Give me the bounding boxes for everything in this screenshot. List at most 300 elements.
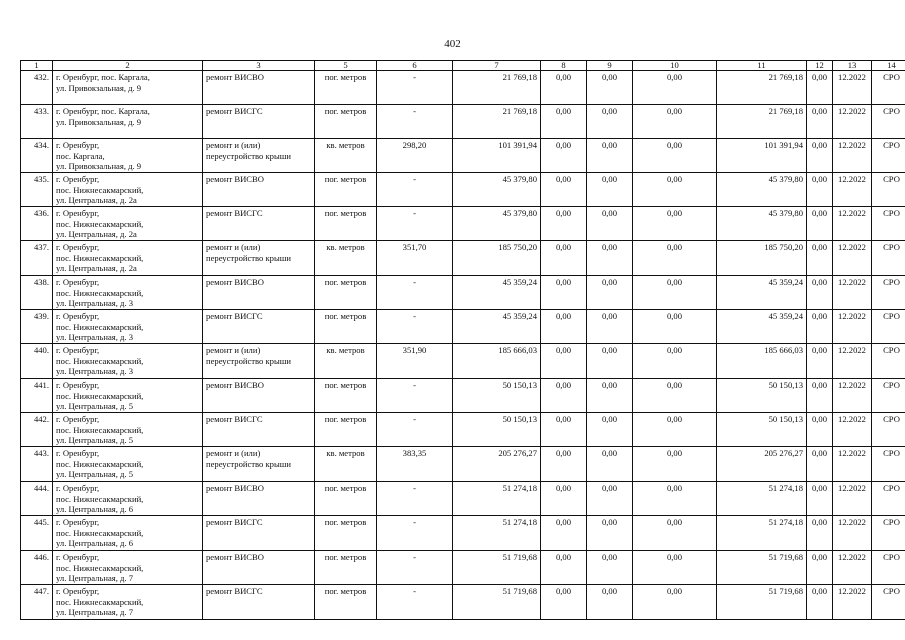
total-cost-cell: 51 719,68 [453,551,541,585]
date-cell: 12.2022 [833,482,872,516]
unit-cell: пог. метров [315,379,377,413]
source-cell: СРО [872,173,905,207]
row-number: 434. [21,139,53,173]
value-cell-11: 101 391,94 [717,139,807,173]
source-cell: СРО [872,585,905,620]
value-cell-9: 0,00 [587,447,633,482]
value-cell-11: 21 769,18 [717,71,807,105]
table-row [21,71,905,105]
unit-cell: пог. метров [315,516,377,551]
value-cell-12: 0,00 [807,447,833,482]
address-cell-line: г. Оренбург, [56,277,100,287]
table-row [21,413,905,447]
address-cell-line: пос. Нижнесакмарский, [56,424,144,435]
value-cell-10: 0,00 [633,207,717,241]
total-cost-cell: 51 719,68 [453,585,541,620]
address-cell [53,447,203,482]
total-cost-cell: 101 391,94 [453,139,541,173]
value-cell-8: 0,00 [541,276,587,310]
source-cell: СРО [872,139,905,173]
row-number: 445. [21,516,53,551]
address-cell [53,241,203,276]
work-type-cell [203,447,315,482]
table-row [21,482,905,516]
table-row [21,276,905,310]
total-cost-cell: 205 276,27 [453,447,541,482]
work-type-cell [203,139,315,173]
column-header: 9 [587,61,633,71]
unit-cell: кв. метров [315,344,377,379]
value-cell-9: 0,00 [587,585,633,620]
address-cell-line: пос. Нижнесакмарский, [56,562,144,573]
value-cell-10: 0,00 [633,585,717,620]
value-cell-12: 0,00 [807,585,833,620]
work-type-cell [203,207,315,241]
address-cell-line: г. Оренбург, [56,517,100,527]
address-cell-line: г. Оренбург, пос. Каргала, [56,106,150,116]
value-cell-10: 0,00 [633,241,717,276]
address-cell-line: пос. Каргала, [56,150,105,161]
value-cell-9: 0,00 [587,482,633,516]
row-number: 436. [21,207,53,241]
value-cell-8: 0,00 [541,105,587,139]
date-cell: 12.2022 [833,413,872,447]
value-cell-12: 0,00 [807,379,833,413]
source-cell: СРО [872,447,905,482]
address-cell [53,379,203,413]
area-cell: 351,70 [377,241,453,276]
value-cell-10: 0,00 [633,139,717,173]
value-cell-11: 205 276,27 [717,447,807,482]
value-cell-9: 0,00 [587,276,633,310]
area-cell: - [377,482,453,516]
area-cell: 298,20 [377,139,453,173]
column-header: 14 [872,61,905,71]
value-cell-9: 0,00 [587,207,633,241]
value-cell-10: 0,00 [633,173,717,207]
address-cell [53,207,203,241]
address-cell-line: г. Оренбург, [56,586,100,596]
work-type-cell [203,413,315,447]
address-cell-line: ул. Центральная, д. 7 [56,607,134,618]
value-cell-11: 51 719,68 [717,551,807,585]
address-cell-line: пос. Нижнесакмарский, [56,287,144,298]
column-header: 11 [717,61,807,71]
value-cell-10: 0,00 [633,379,717,413]
address-cell [53,551,203,585]
area-cell: - [377,413,453,447]
address-cell-line: ул. Привокзальная, д. 9 [56,82,142,93]
work-type-cell [203,482,315,516]
address-cell [53,516,203,551]
value-cell-8: 0,00 [541,379,587,413]
value-cell-12: 0,00 [807,276,833,310]
source-cell: СРО [872,241,905,276]
address-cell-line: ул. Центральная, д. 3 [56,332,134,343]
address-cell-line: ул. Центральная, д. 3 [56,298,134,309]
value-cell-9: 0,00 [587,413,633,447]
table-row [21,516,905,551]
row-number: 447. [21,585,53,620]
value-cell-9: 0,00 [587,105,633,139]
area-cell: - [377,276,453,310]
table-row [21,310,905,344]
value-cell-12: 0,00 [807,413,833,447]
value-cell-9: 0,00 [587,310,633,344]
row-number: 444. [21,482,53,516]
value-cell-11: 50 150,13 [717,413,807,447]
area-cell: - [377,71,453,105]
address-cell-line: пос. Нижнесакмарский, [56,527,144,538]
column-number-row [21,61,905,71]
address-cell [53,344,203,379]
unit-cell: пог. метров [315,482,377,516]
address-cell-line: г. Оренбург, [56,483,100,493]
column-header: 7 [453,61,541,71]
table-row [21,379,905,413]
work-type-cell-line: ремонт и (или) [206,345,261,355]
work-type-cell-line: ремонт ВИСГС [206,414,263,424]
address-cell-line: ул. Привокзальная, д. 9 [56,161,142,172]
address-cell [53,413,203,447]
unit-cell: пог. метров [315,551,377,585]
address-cell-line: г. Оренбург, [56,448,100,458]
work-type-cell-line: переустройство крыши [206,150,291,161]
area-cell: - [377,551,453,585]
total-cost-cell: 45 359,24 [453,310,541,344]
work-type-cell [203,551,315,585]
value-cell-12: 0,00 [807,139,833,173]
work-type-cell-line: ремонт ВИСВО [206,552,264,562]
value-cell-10: 0,00 [633,447,717,482]
table-row [21,241,905,276]
work-type-cell-line: ремонт ВИСГС [206,517,263,527]
address-cell-line: ул. Привокзальная, д. 9 [56,116,142,127]
value-cell-9: 0,00 [587,344,633,379]
work-type-cell [203,105,315,139]
address-cell-line: г. Оренбург, [56,311,100,321]
address-cell-line: г. Оренбург, [56,552,100,562]
unit-cell: пог. метров [315,71,377,105]
page-number: 402 [444,38,461,50]
value-cell-10: 0,00 [633,276,717,310]
source-cell: СРО [872,379,905,413]
address-cell-line: ул. Центральная, д. 6 [56,538,134,549]
value-cell-10: 0,00 [633,516,717,551]
source-cell: СРО [872,551,905,585]
area-cell: - [377,585,453,620]
value-cell-12: 0,00 [807,105,833,139]
source-cell: СРО [872,413,905,447]
work-type-cell [203,71,315,105]
source-cell: СРО [872,344,905,379]
area-cell: - [377,379,453,413]
address-cell-line: г. Оренбург, [56,140,100,150]
column-header: 3 [203,61,315,71]
total-cost-cell: 45 359,24 [453,276,541,310]
source-cell: СРО [872,310,905,344]
work-type-cell [203,516,315,551]
row-number: 432. [21,71,53,105]
work-type-cell [203,276,315,310]
source-cell: СРО [872,516,905,551]
value-cell-8: 0,00 [541,139,587,173]
address-cell-line: г. Оренбург, [56,345,100,355]
address-cell [53,139,203,173]
source-cell: СРО [872,105,905,139]
date-cell: 12.2022 [833,551,872,585]
address-cell [53,173,203,207]
unit-cell: пог. метров [315,585,377,620]
table-row [21,585,905,620]
address-cell-line: ул. Центральная, д. 2а [56,195,137,206]
unit-cell: пог. метров [315,276,377,310]
address-cell-line: пос. Нижнесакмарский, [56,252,144,263]
value-cell-8: 0,00 [541,516,587,551]
value-cell-9: 0,00 [587,173,633,207]
date-cell: 12.2022 [833,207,872,241]
area-cell: 383,35 [377,447,453,482]
value-cell-10: 0,00 [633,551,717,585]
area-cell: - [377,207,453,241]
value-cell-12: 0,00 [807,173,833,207]
value-cell-9: 0,00 [587,71,633,105]
work-type-cell [203,173,315,207]
unit-cell: пог. метров [315,413,377,447]
value-cell-12: 0,00 [807,310,833,344]
value-cell-11: 45 379,80 [717,173,807,207]
value-cell-10: 0,00 [633,344,717,379]
value-cell-12: 0,00 [807,207,833,241]
address-cell-line: г. Оренбург, [56,414,100,424]
work-type-cell [203,241,315,276]
date-cell: 12.2022 [833,71,872,105]
address-cell [53,585,203,620]
value-cell-8: 0,00 [541,344,587,379]
value-cell-9: 0,00 [587,551,633,585]
total-cost-cell: 50 150,13 [453,413,541,447]
value-cell-11: 50 150,13 [717,379,807,413]
total-cost-cell: 185 666,03 [453,344,541,379]
work-type-cell-line: ремонт ВИСГС [206,311,263,321]
value-cell-8: 0,00 [541,71,587,105]
column-header: 12 [807,61,833,71]
value-cell-8: 0,00 [541,310,587,344]
date-cell: 12.2022 [833,585,872,620]
area-cell: 351,90 [377,344,453,379]
column-header: 2 [53,61,203,71]
value-cell-11: 45 379,80 [717,207,807,241]
address-cell [53,105,203,139]
address-cell-line: ул. Центральная, д. 3 [56,366,134,377]
address-cell [53,310,203,344]
table-row [21,173,905,207]
address-cell-line: ул. Центральная, д. 5 [56,435,134,446]
total-cost-cell: 50 150,13 [453,379,541,413]
work-type-cell [203,310,315,344]
value-cell-8: 0,00 [541,482,587,516]
total-cost-cell: 21 769,18 [453,71,541,105]
value-cell-11: 185 750,20 [717,241,807,276]
total-cost-cell: 21 769,18 [453,105,541,139]
row-number: 441. [21,379,53,413]
total-cost-cell: 45 379,80 [453,173,541,207]
area-cell: - [377,310,453,344]
value-cell-12: 0,00 [807,482,833,516]
work-type-cell [203,344,315,379]
row-number: 442. [21,413,53,447]
address-cell-line: пос. Нижнесакмарский, [56,218,144,229]
value-cell-8: 0,00 [541,585,587,620]
row-number: 437. [21,241,53,276]
date-cell: 12.2022 [833,310,872,344]
date-cell: 12.2022 [833,276,872,310]
unit-cell: пог. метров [315,105,377,139]
address-cell [53,482,203,516]
row-number: 433. [21,105,53,139]
value-cell-8: 0,00 [541,173,587,207]
row-number: 440. [21,344,53,379]
value-cell-11: 51 719,68 [717,585,807,620]
address-cell-line: г. Оренбург, [56,208,100,218]
total-cost-cell: 51 274,18 [453,516,541,551]
address-cell-line: г. Оренбург, [56,174,100,184]
value-cell-10: 0,00 [633,105,717,139]
address-cell-line: пос. Нижнесакмарский, [56,355,144,366]
date-cell: 12.2022 [833,447,872,482]
unit-cell: пог. метров [315,310,377,344]
date-cell: 12.2022 [833,379,872,413]
value-cell-8: 0,00 [541,207,587,241]
source-cell: СРО [872,71,905,105]
table-row [21,139,905,173]
work-type-cell-line: ремонт и (или) [206,140,261,150]
row-number: 443. [21,447,53,482]
address-cell-line: ул. Центральная, д. 6 [56,504,134,515]
value-cell-12: 0,00 [807,551,833,585]
value-cell-9: 0,00 [587,516,633,551]
work-type-cell-line: ремонт ВИСВО [206,72,264,82]
address-cell-line: пос. Нижнесакмарский, [56,596,144,607]
value-cell-11: 45 359,24 [717,276,807,310]
address-cell-line: пос. Нижнесакмарский, [56,493,144,504]
value-cell-9: 0,00 [587,379,633,413]
column-header: 13 [833,61,872,71]
date-cell: 12.2022 [833,516,872,551]
column-header: 6 [377,61,453,71]
value-cell-12: 0,00 [807,516,833,551]
source-cell: СРО [872,276,905,310]
table-row [21,447,905,482]
address-cell [53,276,203,310]
row-number: 446. [21,551,53,585]
work-type-cell-line: ремонт и (или) [206,242,261,252]
value-cell-8: 0,00 [541,241,587,276]
address-cell-line: ул. Центральная, д. 5 [56,401,134,412]
work-type-cell [203,585,315,620]
work-type-cell-line: ремонт и (или) [206,448,261,458]
work-type-cell-line: ремонт ВИСГС [206,106,263,116]
table-row [21,344,905,379]
address-cell-line: ул. Центральная, д. 2а [56,263,137,274]
table-row [21,551,905,585]
value-cell-10: 0,00 [633,310,717,344]
value-cell-11: 51 274,18 [717,516,807,551]
address-cell-line: г. Оренбург, [56,242,100,252]
work-type-cell-line: переустройство крыши [206,252,291,263]
total-cost-cell: 45 379,80 [453,207,541,241]
date-cell: 12.2022 [833,139,872,173]
address-cell-line: г. Оренбург, пос. Каргала, [56,72,150,82]
total-cost-cell: 51 274,18 [453,482,541,516]
value-cell-12: 0,00 [807,71,833,105]
repair-register-table [20,60,905,620]
value-cell-8: 0,00 [541,551,587,585]
address-cell-line: ул. Центральная, д. 2а [56,229,137,240]
value-cell-9: 0,00 [587,139,633,173]
table-row [21,105,905,139]
address-cell [53,71,203,105]
address-cell-line: ул. Центральная, д. 7 [56,573,134,584]
work-type-cell [203,379,315,413]
unit-cell: пог. метров [315,207,377,241]
date-cell: 12.2022 [833,241,872,276]
area-cell: - [377,105,453,139]
area-cell: - [377,516,453,551]
value-cell-8: 0,00 [541,413,587,447]
unit-cell: кв. метров [315,139,377,173]
source-cell: СРО [872,482,905,516]
value-cell-10: 0,00 [633,71,717,105]
unit-cell: кв. метров [315,447,377,482]
value-cell-12: 0,00 [807,241,833,276]
unit-cell: пог. метров [315,173,377,207]
column-header: 5 [315,61,377,71]
address-cell-line: г. Оренбург, [56,380,100,390]
work-type-cell-line: переустройство крыши [206,355,291,366]
value-cell-10: 0,00 [633,413,717,447]
work-type-cell-line: ремонт ВИСВО [206,483,264,493]
table-body [21,71,905,620]
value-cell-11: 51 274,18 [717,482,807,516]
value-cell-11: 21 769,18 [717,105,807,139]
work-type-cell-line: ремонт ВИСВО [206,380,264,390]
work-type-cell-line: ремонт ВИСВО [206,277,264,287]
value-cell-12: 0,00 [807,344,833,379]
value-cell-10: 0,00 [633,482,717,516]
address-cell-line: пос. Нижнесакмарский, [56,390,144,401]
value-cell-11: 185 666,03 [717,344,807,379]
column-header: 10 [633,61,717,71]
date-cell: 12.2022 [833,173,872,207]
work-type-cell-line: ремонт ВИСГС [206,586,263,596]
date-cell: 12.2022 [833,344,872,379]
source-cell: СРО [872,207,905,241]
column-header: 8 [541,61,587,71]
address-cell-line: ул. Центральная, д. 5 [56,469,134,480]
table-row [21,207,905,241]
value-cell-11: 45 359,24 [717,310,807,344]
work-type-cell-line: переустройство крыши [206,458,291,469]
row-number: 438. [21,276,53,310]
value-cell-9: 0,00 [587,241,633,276]
row-number: 435. [21,173,53,207]
unit-cell: кв. метров [315,241,377,276]
row-number: 439. [21,310,53,344]
total-cost-cell: 185 750,20 [453,241,541,276]
date-cell: 12.2022 [833,105,872,139]
column-header: 1 [21,61,53,71]
